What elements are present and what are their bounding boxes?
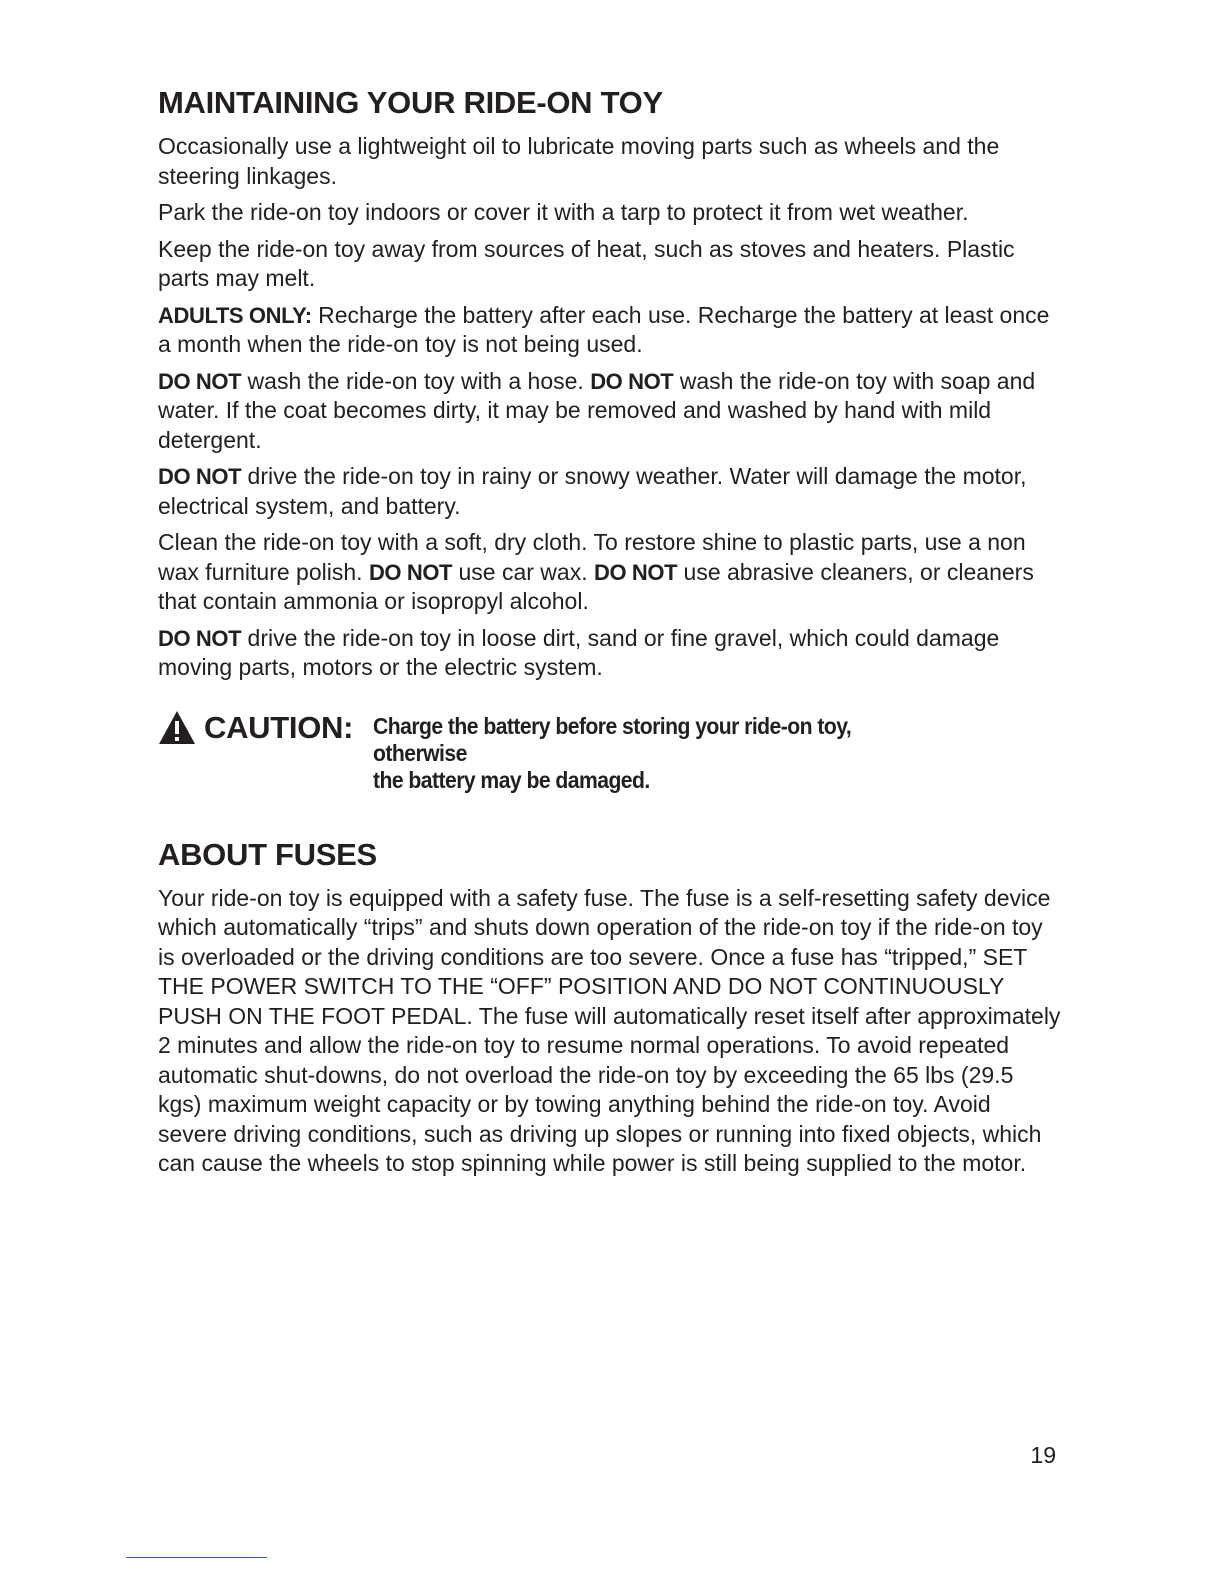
weather-text: drive the ride-on toy in rainy or snowy weather. Water will damage the motor, electrical system, and battery.: [158, 463, 1027, 519]
maintenance-heading: MAINTAINING YOUR RIDE-ON TOY: [158, 85, 663, 120]
do-not-keyword: DO NOT: [158, 368, 242, 394]
footer-rule: [126, 1557, 267, 1558]
maintenance-paragraph-clean: [158, 528, 1063, 617]
caution-text: [373, 709, 888, 794]
maintenance-paragraph-lubricate: Occasionally use a lightweight oil to lubricate moving parts such as wheels and the steering linkages.: [158, 133, 1000, 189]
maintenance-paragraph-park: Park the ride-on toy indoors or cover it with a tarp to protect it from wet weather.: [158, 199, 969, 225]
wash-text-2: wash the ride-on toy with soap and water. If the coat becomes dirty, it may be removed and washed by hand with mild detergent.: [158, 367, 1036, 453]
maintenance-paragraph-weather: [158, 462, 1063, 521]
warning-triangle-icon: [158, 710, 196, 746]
adults-only-keyword: ADULTS ONLY:: [158, 302, 312, 328]
caution-text-line-2: the battery may be damaged.: [373, 766, 650, 793]
fuses-paragraph: Your ride-on toy is equipped with a safety fuse. The fuse is a self-resetting safety device which automatically “trips” and shuts down operation of the ride-on toy if the ride-on toy is overloaded or the driving conditions are too severe. Once a fuse has “tripped,” SET THE POWER SWITCH TO THE “OFF” POSITION AND DO NOT CONTINUOUSLY PUSH ON THE FOOT PEDAL. The fuse will automatically reset itself after approximately 2 minutes and allow the ride-on toy to resume normal operations. To avoid repeated automatic shut-downs, do not overload the ride-on toy by exceeding the 65 lbs (29.5 kgs) maximum weight capacity or by towing anything behind the ride-on toy. Avoid severe driving conditions, such as driving up slopes or running into fixed objects, which can cause the wheels to stop spinning while power is still being supplied to the motor.: [158, 884, 1061, 1176]
do-not-keyword: DO NOT: [593, 559, 678, 585]
recharge-text: Recharge the battery after each use. Recharge the battery at least once a month when the ride-on toy is not being used.: [158, 301, 1050, 357]
fuses-heading: ABOUT FUSES: [158, 836, 377, 872]
maintenance-paragraph-heat: Keep the ride-on toy away from sources of heat, such as stoves and heaters. Plastic parts may melt.: [158, 235, 1015, 291]
manual-page: [158, 84, 1063, 1186]
clean-text-3: use abrasive cleaners, or cleaners that contain ammonia or isopropyl alcohol.: [158, 558, 1034, 614]
maintenance-paragraph-wash: [158, 367, 1063, 456]
maintenance-paragraph-recharge: [158, 301, 1063, 360]
wash-text-1: wash the ride-on toy with a hose.: [241, 367, 591, 394]
page-number: 19: [1030, 1442, 1056, 1468]
do-not-keyword: DO NOT: [158, 625, 242, 651]
maintenance-paragraph-dirt: [158, 624, 1063, 683]
caution-text-line-1: Charge the battery before storing your ride-on toy, otherwise: [373, 712, 852, 766]
do-not-keyword: DO NOT: [158, 464, 242, 489]
caution-label: CAUTION:: [204, 709, 354, 745]
clean-text-2: use car wax.: [452, 558, 594, 585]
caution-label-group: [158, 709, 373, 747]
caution-notice: [158, 709, 1063, 794]
do-not-keyword: DO NOT: [590, 368, 674, 394]
clean-text-1: Clean the ride-on toy with a soft, dry cloth. To restore shine to plastic parts, use a non wax furniture polish.: [158, 529, 1026, 585]
do-not-keyword: DO NOT: [368, 559, 453, 585]
dirt-text: drive the ride-on toy in loose dirt, sand or fine gravel, which could damage moving parts, motors or the electric system.: [158, 624, 1000, 680]
